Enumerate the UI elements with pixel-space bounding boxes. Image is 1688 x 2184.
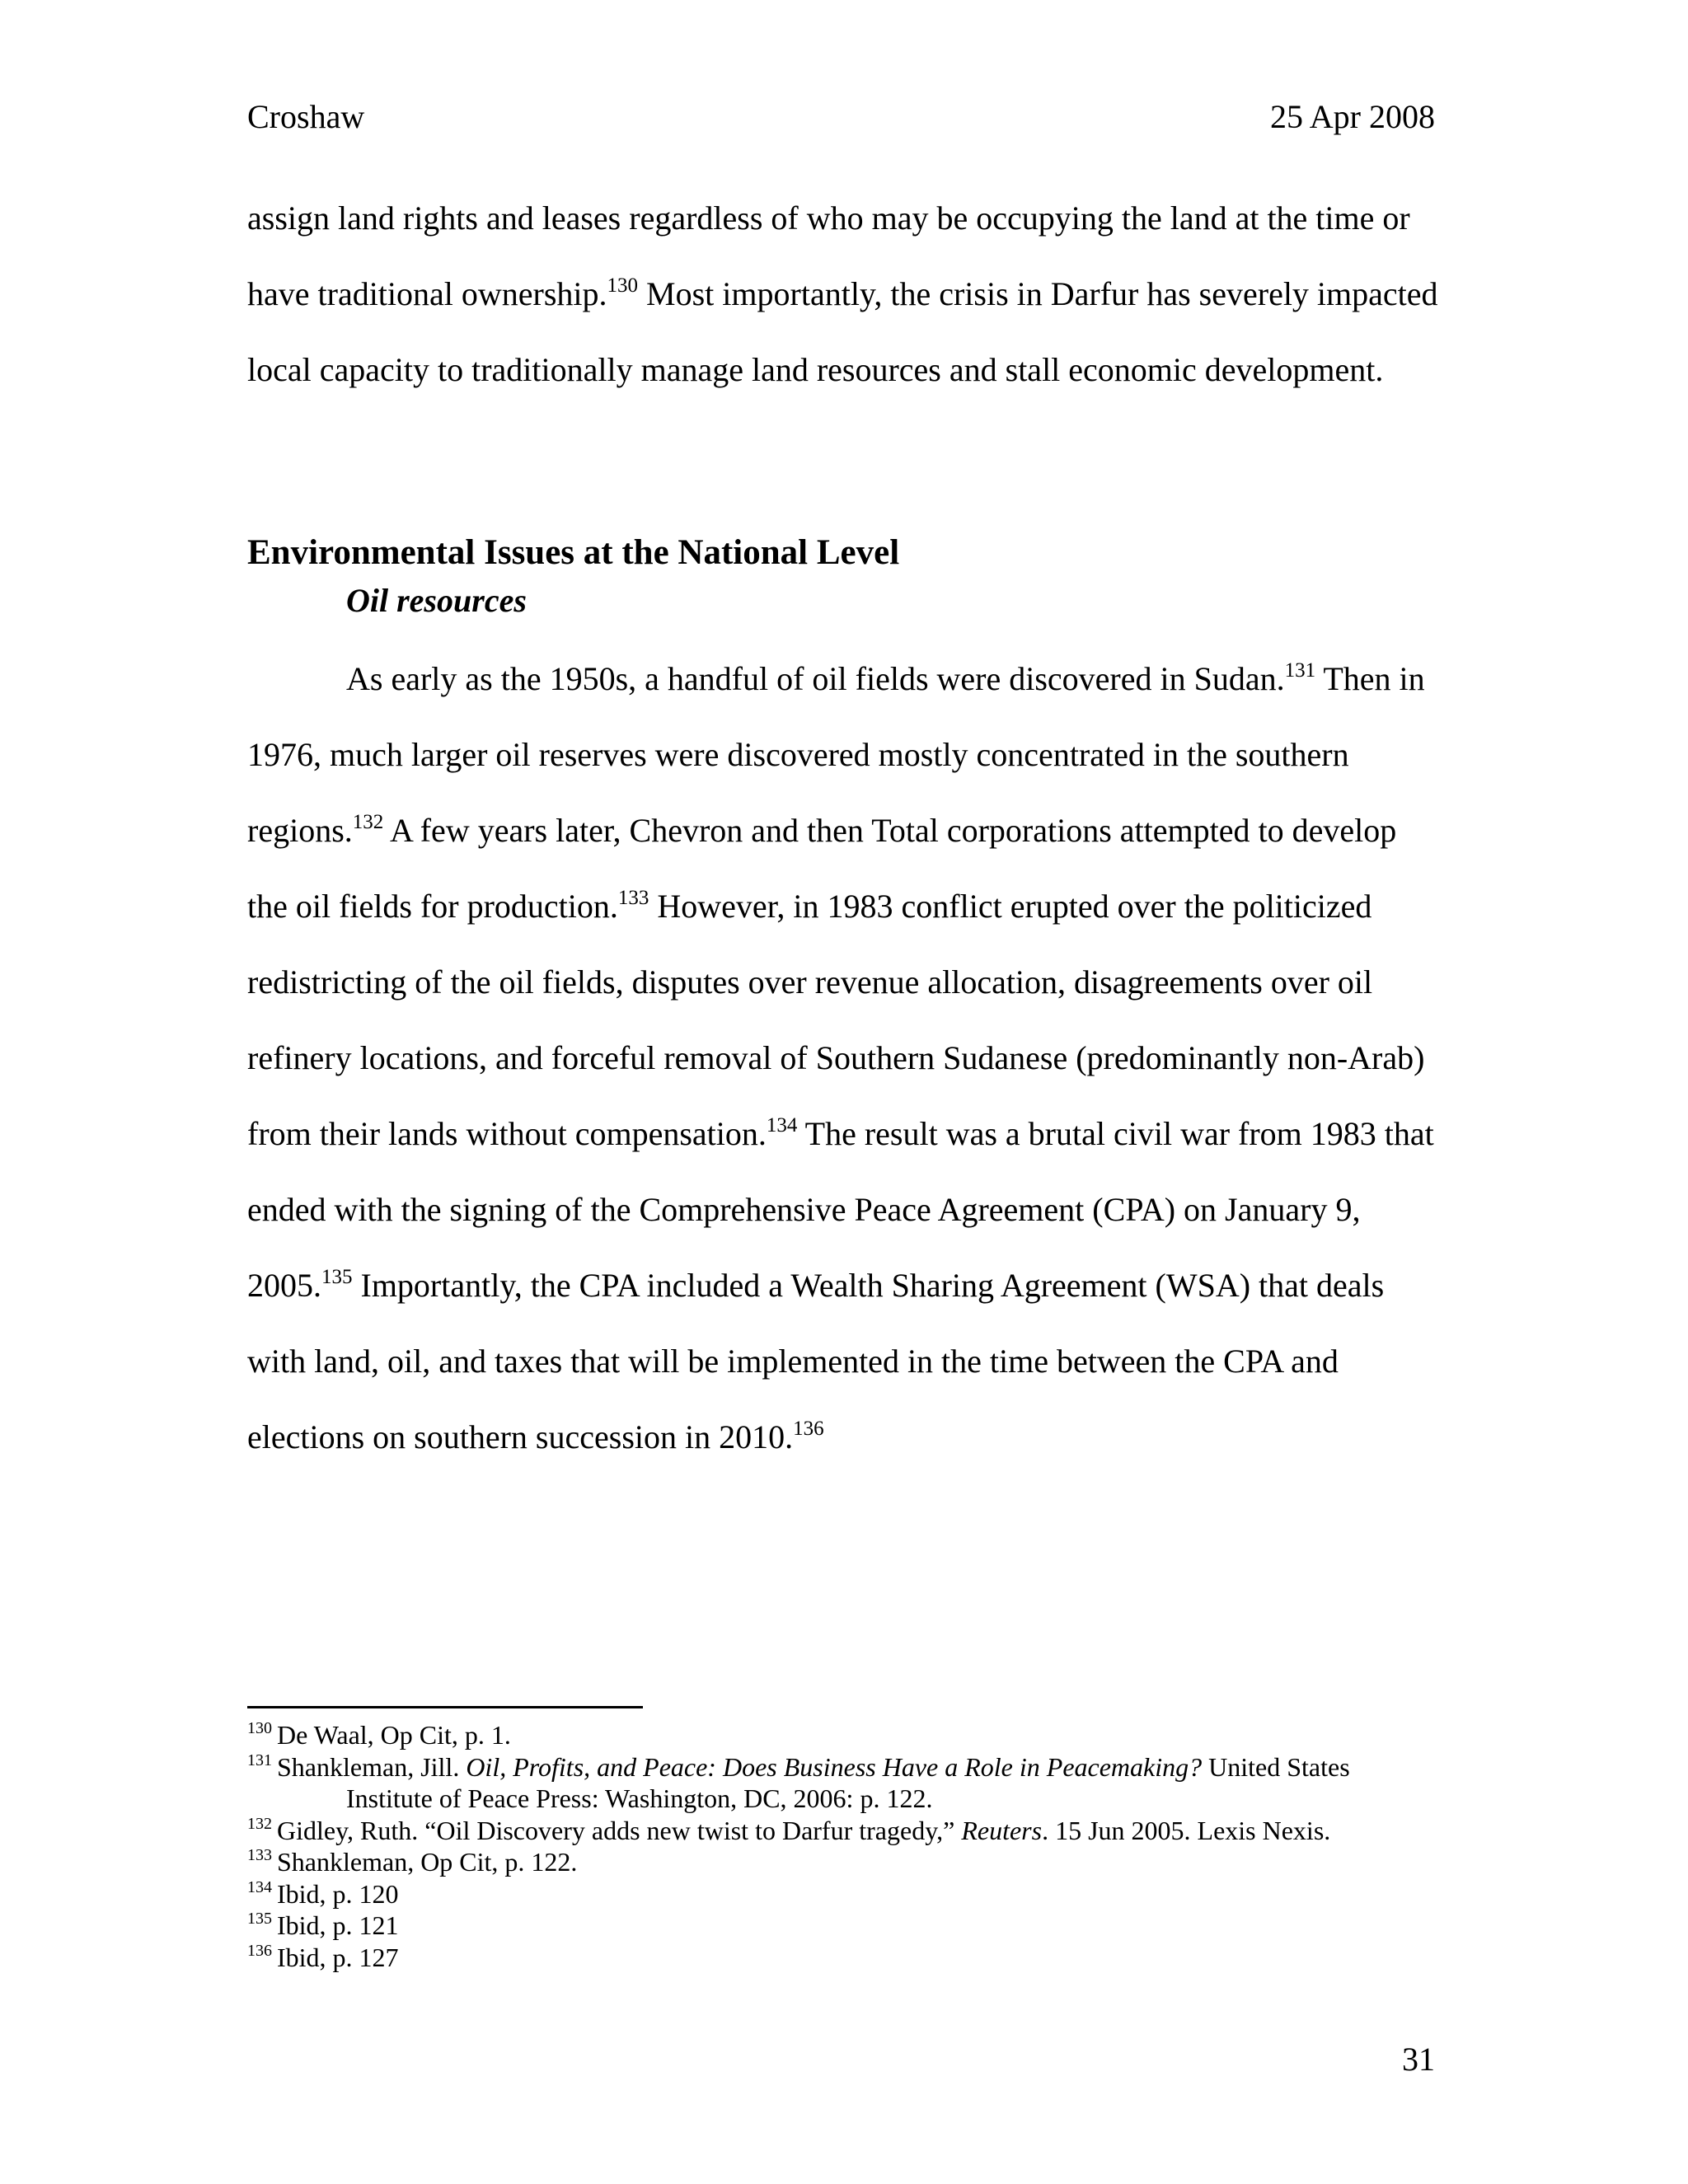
paragraph-text: Importantly, the CPA included a Wealth Sharing Agreement (WSA) that deals with land, oil, and taxes that will be implemented in the time between the CPA and elections on southern succession in 2010. xyxy=(247,1267,1385,1455)
footnote-number: 132 xyxy=(247,1814,272,1833)
footnote-number: 135 xyxy=(247,1910,272,1929)
page-number: 31 xyxy=(1402,2041,1435,2078)
paragraph-text: Then in 1976, much larger oil reserves were discovered mostly concentrated in the southern regions. xyxy=(247,660,1425,849)
footnote-text: Ibid, p. 127 xyxy=(277,1942,399,1972)
footnote-text: Gidley, Ruth. “Oil Discovery adds new twist to Darfur tragedy,” xyxy=(277,1815,962,1845)
paragraph-text: A few years later, Chevron and then Total corporations attempted to develop the oil fields for production. xyxy=(247,812,1397,925)
footnote-number: 133 xyxy=(247,1846,272,1865)
footnote-ref-134[interactable]: 134 xyxy=(766,1113,798,1137)
paragraph-text: However, in 1983 conflict erupted over the politicized redistricting of the oil fields, disputes over revenue allocation, disagreements over oil refinery locations, and forceful removal of Southern Sudanese (predominantly non-Arab) from their lands without compensation. xyxy=(247,888,1425,1152)
footnote-text: De Waal, Op Cit, p. 1. xyxy=(277,1720,511,1750)
footnote-text: United States Institute of Peace Press: Washington, DC, 2006: p. 122. xyxy=(346,1751,1350,1813)
footnote-ref-133[interactable]: 133 xyxy=(617,886,649,909)
footnote-number: 130 xyxy=(247,1719,272,1738)
running-header-author: Croshaw xyxy=(247,98,365,135)
body-paragraph-1 xyxy=(247,180,1438,408)
footnote-text: Shankleman, Jill. xyxy=(277,1751,467,1782)
footnote-number: 134 xyxy=(247,1877,272,1896)
footnote-135 xyxy=(247,1910,1438,1942)
section-heading: Environmental Issues at the National Level xyxy=(247,533,900,572)
running-header-date: 25 Apr 2008 xyxy=(1270,98,1435,135)
footnote-134 xyxy=(247,1878,1438,1910)
footnotes-list xyxy=(247,1719,1438,1973)
footnote-number: 131 xyxy=(247,1750,272,1769)
footnote-ref-131[interactable]: 131 xyxy=(1284,658,1316,682)
footnote-136 xyxy=(247,1942,1438,1974)
subsection-heading: Oil resources xyxy=(346,582,527,619)
paragraph-text: Most importantly, the crisis in Darfur has severely impacted local capacity to traditionally manage land resources and stall economic development. xyxy=(247,275,1438,388)
footnote-ref-136[interactable]: 136 xyxy=(793,1417,824,1440)
footnote-text: Shankleman, Op Cit, p. 122. xyxy=(277,1847,578,1877)
footnote-132 xyxy=(247,1815,1438,1847)
footnote-title: Reuters xyxy=(961,1815,1043,1845)
footnote-text: Ibid, p. 120 xyxy=(277,1878,399,1909)
footnote-ref-135[interactable]: 135 xyxy=(321,1265,353,1288)
footnote-title: Oil, Profits, and Peace: Does Business Have a Role in Peacemaking? xyxy=(466,1751,1203,1782)
body-paragraph-2 xyxy=(247,641,1438,1475)
footnote-number: 136 xyxy=(247,1941,272,1960)
footnote-ref-132[interactable]: 132 xyxy=(352,810,384,833)
paragraph-text: The result was a brutal civil war from 1983 that ended with the signing of the Comprehensive Peace Agreement (CPA) on January 9, 2005. xyxy=(247,1115,1434,1304)
footnote-131 xyxy=(247,1751,1438,1815)
footnote-text: Ibid, p. 121 xyxy=(277,1910,399,1940)
footnote-text: . 15 Jun 2005. Lexis Nexis. xyxy=(1042,1815,1331,1845)
paragraph-text: assign land rights and leases regardless of who may be occupying the land at the time or have traditional ownership. xyxy=(247,199,1410,312)
footnote-separator xyxy=(247,1706,643,1708)
footnote-130 xyxy=(247,1719,1438,1751)
paragraph-text: As early as the 1950s, a handful of oil fields were discovered in Sudan. xyxy=(346,660,1285,697)
footnote-ref-130[interactable]: 130 xyxy=(607,274,639,297)
footnote-133 xyxy=(247,1846,1438,1878)
